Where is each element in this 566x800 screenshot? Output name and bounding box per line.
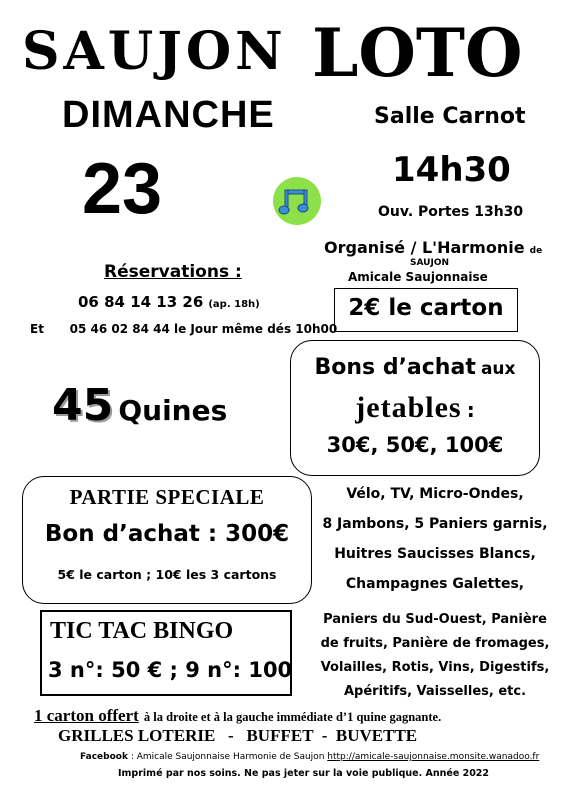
footer-extras: GRILLES LOTERIE - BUFFET - BUVETTE [58, 726, 418, 745]
bons-line3: 30€, 50€, 100€ [326, 433, 504, 457]
quines [52, 380, 227, 431]
lots-line: Champagnes Galettes, [345, 576, 525, 592]
date-day: 23 [82, 149, 163, 229]
lots-line: Volailles, Rotis, Vins, Digestifs, [320, 660, 550, 675]
bons-line2 [291, 391, 539, 425]
offer-rest: à la droite et à la gauche immédiate d’1 quine gagnante. [143, 710, 442, 724]
header-town: SAUJON [22, 21, 287, 82]
facebook-text: : Amicale Saujonnaise Harmonie de Saujon [130, 752, 325, 762]
phone2-et: Et [30, 322, 44, 336]
venue-organizer [324, 238, 542, 257]
reservations-phone2 [30, 322, 337, 336]
quines-count: 45 [52, 380, 114, 431]
bons-line2-big: jetables [355, 391, 462, 424]
offer-underlined: 1 carton offert [34, 706, 139, 725]
lots-line: Vélo, TV, Micro-Ondes, [346, 486, 524, 502]
price-box [334, 288, 518, 332]
venue-doors: Ouv. Portes 13h30 [378, 204, 524, 220]
organizer-amicale: Amicale Saujonnaise [348, 270, 488, 284]
venue-hall: Salle Carnot [374, 104, 526, 129]
date-weekday: DIMANCHE [62, 94, 275, 136]
phone1-note: (ap. 18h) [208, 299, 260, 310]
bingo-box [40, 610, 292, 696]
footer-facebook [80, 752, 539, 762]
facebook-label: Facebook [80, 752, 128, 762]
lots-line: Paniers du Sud-Ouest, Panière [323, 612, 547, 627]
bons-line1-big: Bons d’achat [314, 355, 476, 380]
phone1-number: 06 84 14 13 26 [78, 293, 204, 311]
lots-line: 8 Jambons, 5 Paniers garnis, [322, 516, 548, 532]
footer-printed: Imprimé par nos soins. Ne pas jeter sur la voie publique. Année 2022 [118, 768, 490, 779]
partie-title: PARTIE SPECIALE [69, 485, 265, 509]
partie-price: 5€ le carton ; 10€ les 3 cartons [57, 567, 277, 582]
quines-label: Quines [118, 394, 228, 427]
organizer-prefix: Organisé / L'Harmonie [324, 238, 525, 257]
organizer-town: SAUJON [410, 258, 450, 268]
facebook-url[interactable]: http://amicale-saujonnaise.monsite.wanadoo.fr [327, 752, 540, 762]
venue-time: 14h30 [392, 150, 511, 190]
lots-line: Apéritifs, Vaisselles, etc. [343, 684, 527, 699]
music-notes-icon [272, 176, 322, 226]
bons-line1 [291, 355, 539, 380]
bingo-title: TIC TAC BINGO [50, 618, 234, 644]
bons-line1-small: aux [480, 359, 516, 379]
partie-bon: Bon d’achat : 300€ [44, 521, 290, 547]
header-event: LOTO [312, 14, 523, 92]
bons-box [290, 340, 540, 476]
price-carton: 2€ le carton [348, 295, 504, 321]
reservations-title: Réservations : [104, 262, 242, 282]
organizer-de: de [529, 246, 543, 256]
partie-box [22, 476, 312, 604]
reservations-phone1 [78, 292, 260, 311]
bingo-prices: 3 n°: 50 € ; 9 n°: 100 [48, 658, 293, 682]
footer-offer [34, 706, 441, 726]
bons-line2-colon: : [466, 398, 475, 422]
lots-list [304, 486, 566, 708]
phone2-line: 05 46 02 84 44 le Jour même dés 10h00 [69, 322, 338, 336]
lots-line: de fruits, Panière de fromages, [320, 636, 550, 651]
lots-line: Huitres Saucisses Blancs, [334, 546, 536, 562]
